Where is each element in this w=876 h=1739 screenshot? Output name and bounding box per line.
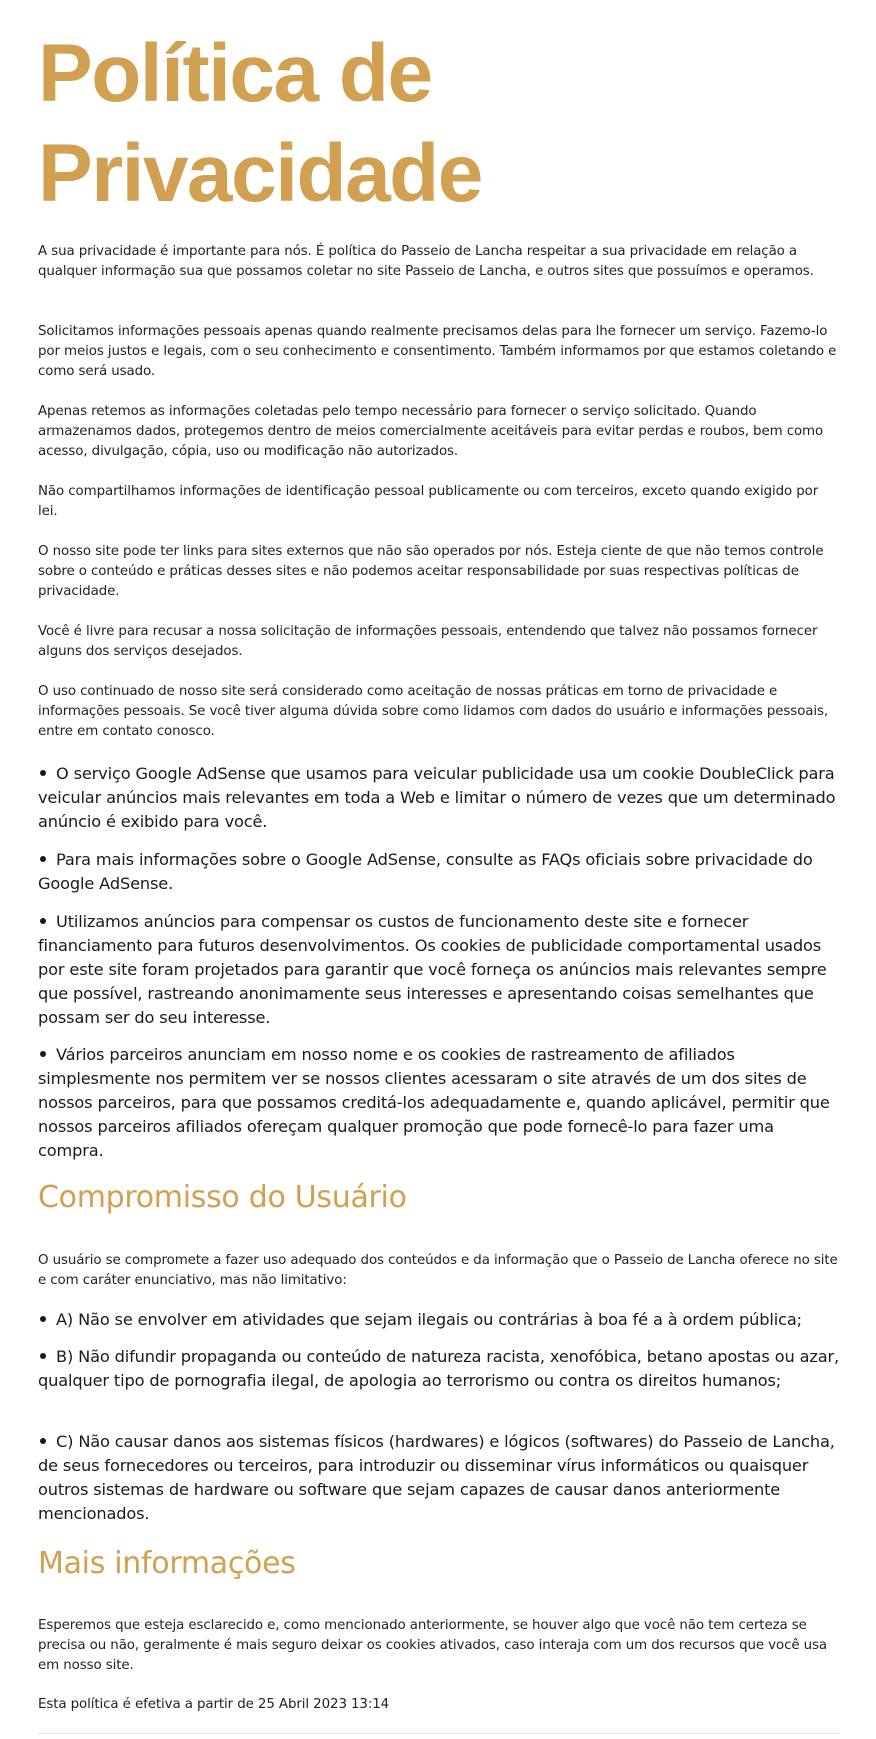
commitment-item-text: C) Não causar danos aos sistemas físicos (hardwares) e lógicos (softwares) do Passeio de Lancha, de seus fornecedores ou terceiros, para introduzir ou disseminar vírus informáticos ou quaisquer outros sistemas de hardware ou software que sejam capazes de causar danos anteriormente mencionados. [38, 1432, 835, 1523]
ad-bullet-item [38, 848, 840, 896]
effective-date: Esta política é efetiva a partir de 25 Abril 2023 13:14 [38, 1697, 390, 1712]
section-heading-more-info: Mais informações [38, 1546, 296, 1581]
more-info-paragraph: Esperemos que esteja esclarecido e, como mencionado anteriormente, se houver algo que você não tem certeza se precisa ou não, geralmente é mais seguro deixar os cookies ativados, caso interaja com um dos recursos que você usa em nosso site. [38, 1618, 827, 1673]
ad-bullet-item [38, 1043, 840, 1163]
bullet-icon [40, 1051, 46, 1057]
page-title: Política de Privacidade [38, 28, 482, 219]
ad-bullet-item [38, 762, 840, 834]
divider [38, 1733, 840, 1734]
intro-paragraph: O uso continuado de nosso site será considerado como aceitação de nossas práticas em torno de privacidade e informações pessoais. Se você tiver alguma dúvida sobre como lidamos com dados do usuário e informações pessoais, entre em contato conosco. [38, 684, 829, 739]
commitment-item-text: A) Não se envolver em atividades que sejam ilegais ou contrárias à boa fé a à ordem pública; [56, 1310, 802, 1329]
bullet-icon [40, 1353, 46, 1359]
ad-bullet-text: Para mais informações sobre o Google AdSense, consulte as FAQs oficiais sobre privacidade do Google AdSense. [38, 850, 813, 893]
ad-bullet-text: Utilizamos anúncios para compensar os custos de funcionamento deste site e fornecer financiamento para futuros desenvolvimentos. Os cookies de publicidade comportamental usados por este site foram projetados para garantir que você forneça os anúncios mais relevantes sempre que possível, rastreando anonimamente seus interesses e apresentando coisas semelhantes que possam ser do seu interesse. [38, 912, 827, 1027]
commitment-item [38, 1345, 840, 1393]
commitment-item [38, 1430, 840, 1526]
intro-paragraph: Solicitamos informações pessoais apenas quando realmente precisamos delas para lhe fornecer um serviço. Fazemo-lo por meios justos e legais, com o seu conhecimento e consentimento. Também informamos por que estamos coletando e como será usado. [38, 324, 837, 379]
bullet-icon [40, 918, 46, 924]
intro-paragraph: Você é livre para recusar a nossa solicitação de informações pessoais, entendendo que talvez não possamos fornecer alguns dos serviços desejados. [38, 624, 818, 659]
intro-paragraph: Não compartilhamos informações de identificação pessoal publicamente ou com terceiros, exceto quando exigido por lei. [38, 484, 819, 519]
bullet-icon [40, 1316, 46, 1322]
ad-bullet-text: O serviço Google AdSense que usamos para veicular publicidade usa um cookie DoubleClick para veicular anúncios mais relevantes em toda a Web e limitar o número de vezes que um determinado anúncio é exibido para você. [38, 764, 836, 831]
intro-paragraph: A sua privacidade é importante para nós. É política do Passeio de Lancha respeitar a sua privacidade em relação a qualquer informação sua que possamos coletar no site Passeio de Lancha, e outros sites que possuímos e operamos. [38, 244, 814, 279]
intro-paragraph: Apenas retemos as informações coletadas pelo tempo necessário para fornecer o serviço solicitado. Quando armazenamos dados, protegemos dentro de meios comercialmente aceitáveis para evitar perdas e roubos, bem como acesso, divulgação, cópia, uso ou modificação não autorizados. [38, 404, 824, 459]
section-heading-user-commitment: Compromisso do Usuário [38, 1180, 407, 1215]
bullet-icon [40, 1438, 46, 1444]
bullet-icon [40, 770, 46, 776]
commitment-item [38, 1308, 840, 1332]
bullet-icon [40, 856, 46, 862]
commitment-item-text: B) Não difundir propaganda ou conteúdo de natureza racista, xenofóbica, betano apostas ou azar, qualquer tipo de pornografia ilegal, de apologia ao terrorismo ou contra os direitos humanos; [38, 1347, 839, 1390]
user-commitment-intro: O usuário se compromete a fazer uso adequado dos conteúdos e da informação que o Passeio de Lancha oferece no site e com caráter enunciativo, mas não limitativo: [38, 1253, 838, 1288]
ad-bullet-item [38, 910, 840, 1030]
ad-bullet-text: Vários parceiros anunciam em nosso nome e os cookies de rastreamento de afiliados simplesmente nos permitem ver se nossos clientes acessaram o site através de um dos sites de nossos parceiros, para que possamos creditá-los adequadamente e, quando aplicável, permitir que nossos parceiros afiliados ofereçam qualquer promoção que pode fornecê-lo para fazer uma compra. [38, 1045, 830, 1160]
intro-paragraph: O nosso site pode ter links para sites externos que não são operados por nós. Esteja ciente de que não temos controle sobre o conteúdo e práticas desses sites e não podemos aceitar responsabilidade por suas respectivas políticas de privacidade. [38, 544, 824, 599]
